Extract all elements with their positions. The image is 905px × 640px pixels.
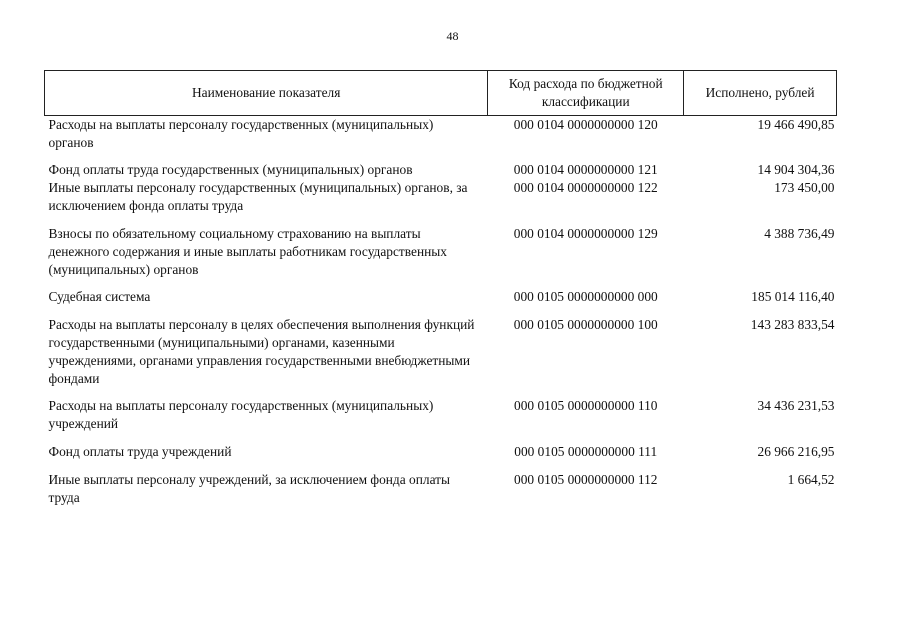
table-header-row	[45, 71, 837, 116]
row-name: Взносы по обязательному социальному страхованию на выплаты денежного содержания и иные выплаты работникам государственных (муниципальных) органов	[48, 226, 448, 277]
table-row	[45, 161, 837, 179]
table-row	[45, 443, 837, 471]
row-name: Иные выплаты персоналу государственных (муниципальных) органов, за исключением фонда оплаты труда	[48, 180, 468, 213]
row-name: Расходы на выплаты персоналу государственных (муниципальных) учреждений	[48, 398, 434, 431]
row-amount: 185 014 116,40	[751, 289, 835, 304]
header-budget-code: Код расхода по бюджетной классификации	[488, 71, 684, 116]
page-number: 48	[446, 29, 459, 43]
row-code: 000 0104 0000000000 129	[513, 226, 658, 241]
row-amount: 19 466 490,85	[757, 117, 835, 132]
table-row	[45, 397, 837, 443]
row-code: 000 0104 0000000000 122	[513, 180, 658, 195]
table-row	[45, 471, 837, 507]
row-code: 000 0105 0000000000 100	[513, 317, 658, 332]
row-name: Фонд оплаты труда учреждений	[48, 444, 232, 459]
row-amount: 34 436 231,53	[757, 398, 835, 413]
header-executed-amount: Исполнено, рублей	[684, 71, 837, 116]
row-code: 000 0105 0000000000 000	[513, 289, 658, 304]
row-name: Судебная система	[48, 289, 151, 304]
row-amount: 143 283 833,54	[750, 317, 835, 332]
table-row	[45, 116, 837, 162]
row-code: 000 0104 0000000000 121	[513, 162, 658, 177]
table-row	[45, 179, 837, 225]
row-amount: 26 966 216,95	[757, 444, 835, 459]
table-row	[45, 316, 837, 397]
row-name: Расходы на выплаты персоналу государственных (муниципальных) органов	[48, 117, 434, 150]
row-amount: 173 450,00	[774, 180, 835, 195]
table-row	[45, 225, 837, 288]
row-code: 000 0104 0000000000 120	[513, 117, 658, 132]
row-name: Расходы на выплаты персоналу в целях обеспечения выполнения функций государственными (муниципальными) органами, казенными учреждениями, органами управления государственными внебюджетными фондами	[48, 317, 475, 386]
row-amount: 14 904 304,36	[757, 162, 835, 177]
header-indicator-name: Наименование показателя	[45, 71, 488, 116]
table-row	[45, 288, 837, 316]
row-code: 000 0105 0000000000 110	[514, 398, 658, 413]
row-amount: 1 664,52	[787, 472, 835, 487]
row-name: Фонд оплаты труда государственных (муниципальных) органов	[48, 162, 413, 177]
row-amount: 4 388 736,49	[764, 226, 835, 241]
row-code: 000 0105 0000000000 111	[514, 444, 658, 459]
row-code: 000 0105 0000000000 112	[514, 472, 658, 487]
row-name: Иные выплаты персоналу учреждений, за исключением фонда оплаты труда	[48, 472, 451, 505]
expenditure-table	[44, 70, 837, 507]
